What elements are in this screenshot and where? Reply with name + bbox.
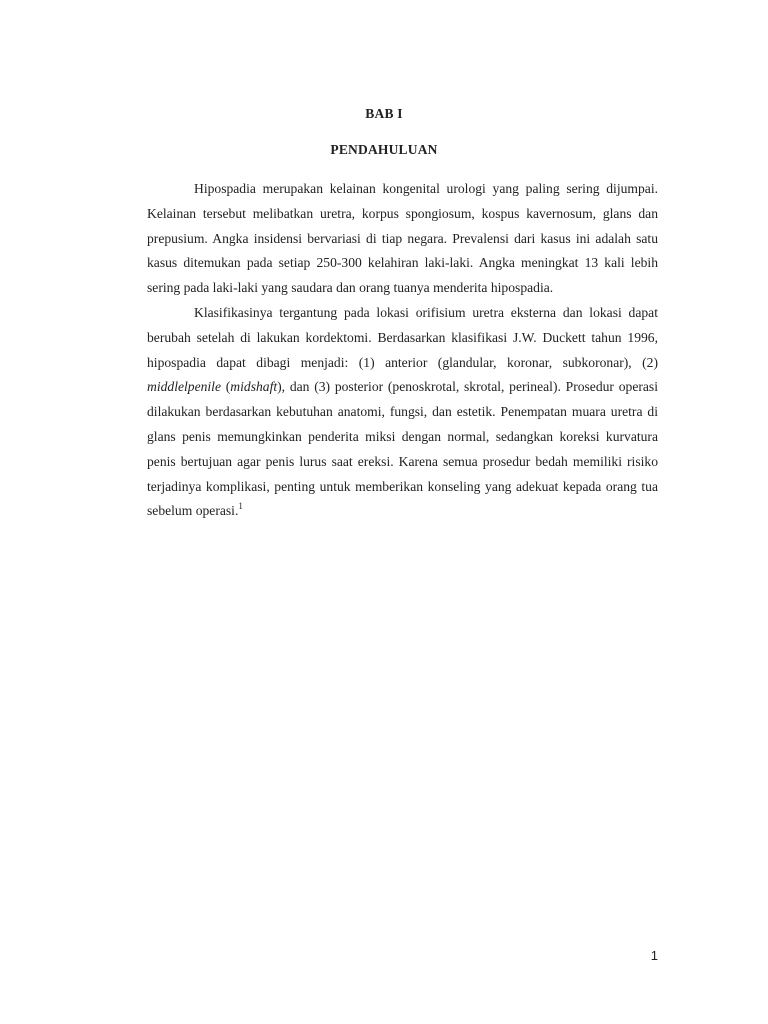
italic-term: midshaft	[230, 379, 278, 395]
chapter-number: BAB I	[365, 106, 403, 121]
page-number: 1	[650, 948, 658, 963]
chapter-title: PENDAHULUAN	[330, 142, 438, 157]
footnote-reference: 1	[238, 501, 243, 512]
paragraph-classification	[147, 301, 658, 524]
italic-term: middlelpenile	[147, 379, 221, 395]
paragraph-text-segment: (	[221, 379, 231, 395]
paragraph-intro: Hipospadia merupakan kelainan kongenital urologi yang paling sering dijumpai. Kelainan tersebut melibatkan uretra, korpus spongiosum, kospus kavernosum, glans dan prepusium. Angka insidensi bervariasi di tiap negara. Prevalensi dari kasus ini adalah satu kasus ditemukan pada setiap 250-300 kelahiran laki-laki. Angka meningkat 13 kali lebih sering pada laki-laki yang saudara dan orang tuanya menderita hipospadia.	[147, 181, 658, 296]
paragraph-text-segment: ), dan (3) posterior (penoskrotal, skrotal, perineal). Prosedur operasi dilakukan berdasarkan kebutuhan anatomi, fungsi, dan estetik. Penempatan muara uretra di glans penis memungkinkan penderita miksi dengan normal, sedangkan koreksi kurvatura penis bertujuan agar penis lurus saat ereksi. Karena semua prosedur bedah memiliki risiko terjadinya komplikasi, penting untuk memberikan konseling yang adekuat kepada orang tua sebelum operasi.	[147, 379, 658, 519]
paragraph-text-segment: Klasifikasinya tergantung pada lokasi orifisium uretra eksterna dan lokasi dapat berubah setelah di lakukan kordektomi. Berdasarkan klasifikasi J.W. Duckett tahun 1996, hipospadia dapat dibagi menjadi: (1) anterior (glandular, koronar, subkoronar), (2)	[147, 304, 658, 370]
body-text	[147, 177, 658, 524]
